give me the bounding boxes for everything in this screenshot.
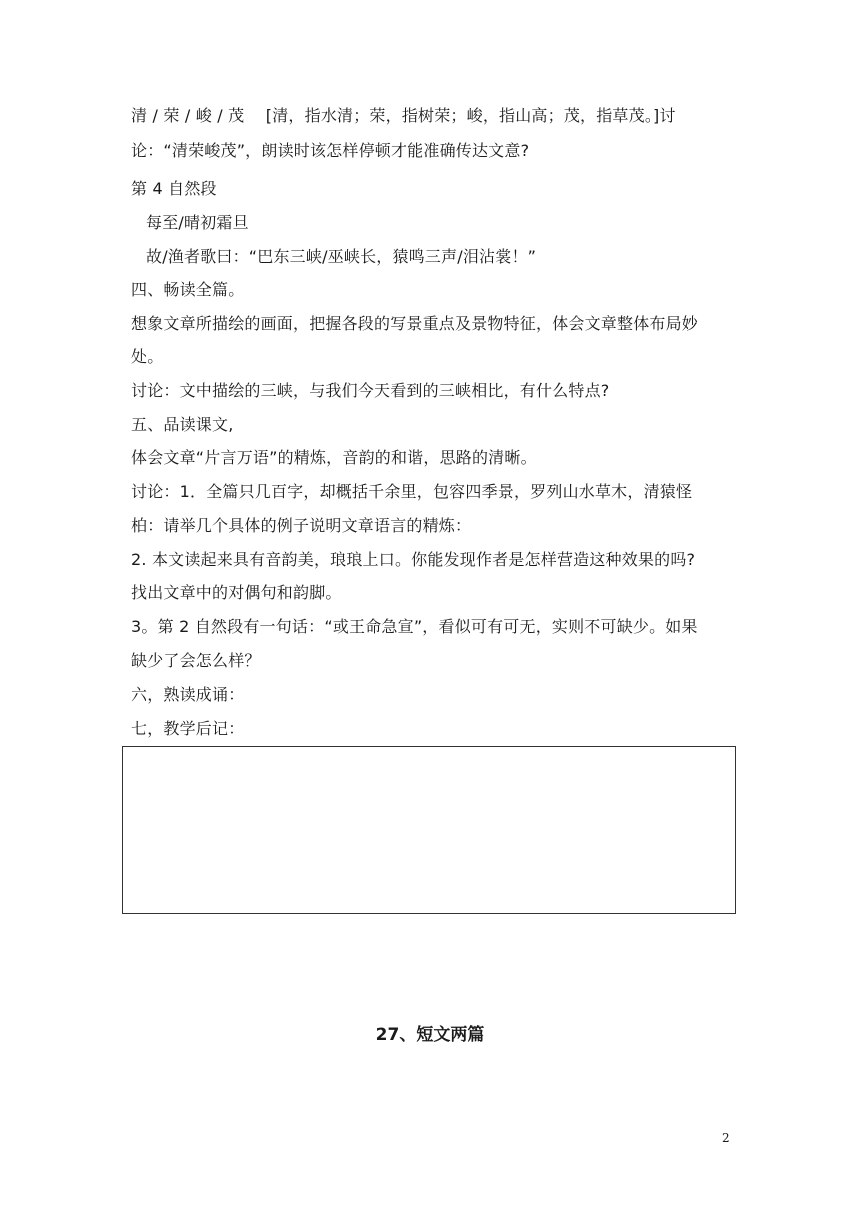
teaching-notes-box [122,746,736,914]
page-number: 2 [722,1131,730,1145]
paragraph-line: 柏：请举几个具体的例子说明文章语言的精炼： [131,516,472,535]
paragraph-line: 每至/晴初霜旦 [146,213,249,232]
paragraph-line: 体会文章“片言万语”的精炼，音韵的和谐，思路的清晰。 [131,448,537,467]
paragraph-line: 论：“清荣峻茂”，朗读时该怎样停顿才能准确传达文意? [131,141,530,160]
paragraph-line: 讨论：1．全篇只几百字，却概括千余里，包容四季景，罗列山水草木，清猿怪 [131,482,693,501]
paragraph-line: 讨论：文中描绘的三峡，与我们今天看到的三峡相比，有什么特点? [131,381,610,400]
section-heading: 六，熟读成诵： [131,685,245,704]
lesson-title: 27、短文两篇 [375,1025,485,1045]
section-heading: 四、畅读全篇。 [131,280,245,299]
section-heading: 五、品读课文, [131,415,234,434]
paragraph-line: 故/渔者歌曰：“巴东三峡/巫峡长，猿鸣三声/泪沾裳！” [146,247,537,266]
paragraph-line: 清 / 荣 / 峻 / 茂 [清，指水清；荣，指树荣；峻，指山高；茂，指草茂。]讨 [131,106,676,125]
section-heading: 第 4 自然段 [131,179,217,198]
paragraph-line: 3。第 2 自然段有一句话：“或王命急宣”，看似可有可无，实则不可缺少。如果 [131,617,698,636]
paragraph-line: 找出文章中的对偶句和韵脚。 [131,583,342,602]
paragraph-line: 处。 [131,347,164,366]
paragraph-line: 缺少了会怎么样？ [131,651,261,670]
paragraph-line: 2. 本文读起来具有音韵美，琅琅上口。你能发现作者是怎样营造这种效果的吗? [131,550,696,569]
paragraph-line: 想象文章所描绘的画面，把握各段的写景重点及景物特征，体会文章整体布局妙 [131,314,699,333]
section-heading: 七，教学后记： [131,719,245,738]
